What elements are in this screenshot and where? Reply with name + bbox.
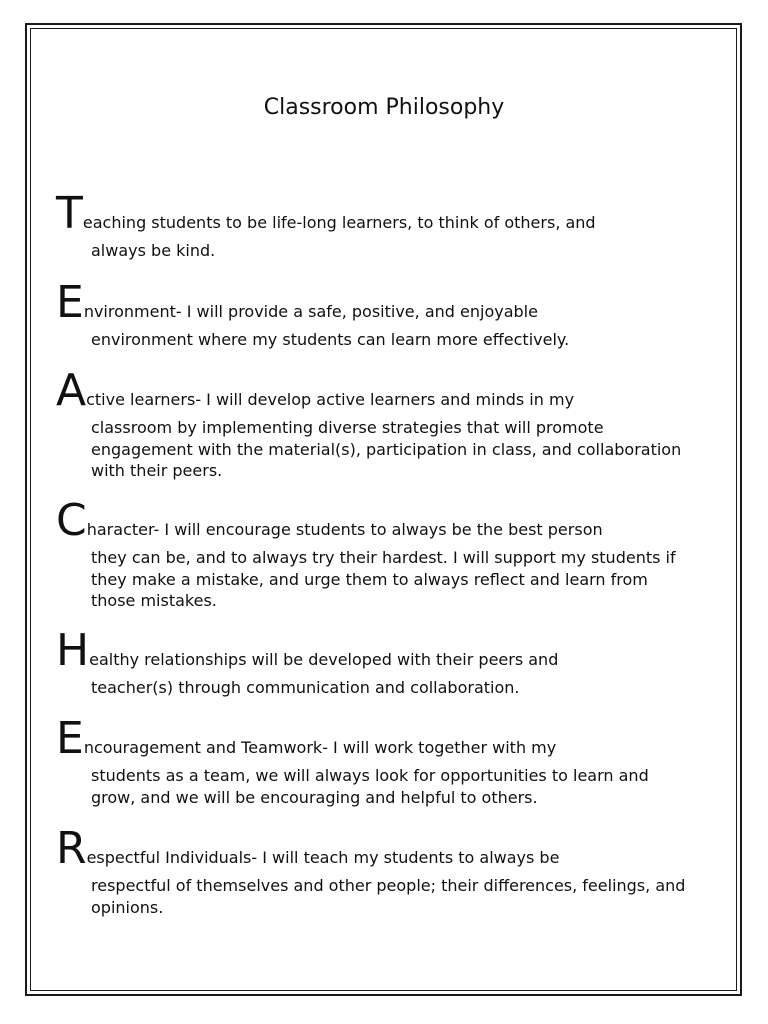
entry-initial-letter: E xyxy=(56,713,84,764)
entry-first-line xyxy=(56,188,696,239)
entry-initial-letter: A xyxy=(56,365,87,416)
entry-initial-letter: C xyxy=(56,495,87,546)
entry-continuation-text: teacher(s) through communication and collaboration. xyxy=(91,678,520,697)
acrostic-entry-r xyxy=(56,823,696,918)
entry-lead-text: ctive learners- I will develop active learners and minds in my xyxy=(86,390,575,409)
entry-lead-text: nvironment- I will provide a safe, positive, and enjoyable xyxy=(83,302,538,321)
entry-initial-letter: R xyxy=(56,823,87,874)
entry-continuation-text: respectful of themselves and other people; their differences, feelings, and opinions. xyxy=(91,876,686,917)
entry-first-line xyxy=(56,823,696,874)
entry-first-line xyxy=(56,495,696,546)
entry-lead-text: ealthy relationships will be developed with their peers and xyxy=(89,650,559,669)
entry-continuation-text: students as a team, we will always look for opportunities to learn and grow, and we will be encouraging and helpful to others. xyxy=(91,766,649,807)
entry-first-line xyxy=(56,277,696,328)
acrostic-entry-e1 xyxy=(56,277,696,351)
entry-first-line xyxy=(56,713,696,764)
entry-first-line xyxy=(56,625,696,676)
entry-initial-letter: E xyxy=(56,277,84,328)
acrostic-entry-c xyxy=(56,495,696,612)
entry-initial-letter: H xyxy=(56,625,90,676)
entry-lead-text: haracter- I will encourage students to always be the best person xyxy=(86,520,603,539)
acrostic-entry-h xyxy=(56,625,696,699)
entry-continuation-text: they can be, and to always try their hardest. I will support my students if they make a mistake, and urge them to always reflect and learn from those mistakes. xyxy=(91,548,676,610)
entry-lead-text: espectful Individuals- I will teach my students to always be xyxy=(86,848,560,867)
entry-continuation-text: classroom by implementing diverse strategies that will promote engagement with the material(s), participation in class, and collaboration with their peers. xyxy=(91,418,682,480)
entry-initial-letter: T xyxy=(56,188,83,239)
entry-lead-text: ncouragement and Teamwork- I will work together with my xyxy=(83,738,557,757)
acrostic-entry-a xyxy=(56,365,696,482)
entry-continuation-text: environment where my students can learn more effectively. xyxy=(91,330,570,349)
page-title: Classroom Philosophy xyxy=(263,95,505,120)
acrostic-entry-t xyxy=(56,188,696,262)
entry-continuation-text: always be kind. xyxy=(91,241,216,260)
entry-first-line xyxy=(56,365,696,416)
entry-lead-text: eaching students to be life-long learners, to think of others, and xyxy=(82,213,596,232)
acrostic-entry-e2 xyxy=(56,713,696,808)
